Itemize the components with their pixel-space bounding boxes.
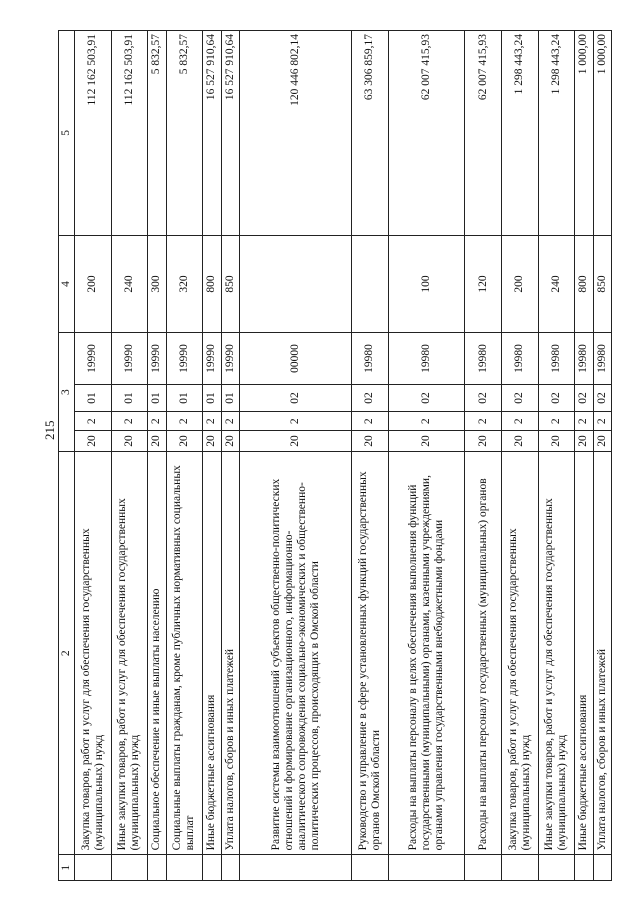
table-row <box>221 31 239 881</box>
row-sum-cell: 1 298 443,24 <box>538 31 575 236</box>
row-code-part-2: 2 <box>465 412 502 431</box>
row-code-part-2: 2 <box>221 412 239 431</box>
table-row <box>352 31 389 881</box>
row-col-1-cell <box>203 855 221 881</box>
row-sum-cell: 62 007 415,93 <box>465 31 502 236</box>
row-sum-cell: 112 162 503,91 <box>75 31 112 236</box>
row-code-part-2: 2 <box>388 412 465 431</box>
row-code-part-3: 01 <box>166 384 203 412</box>
row-code-part-4: 19980 <box>465 333 502 384</box>
row-sum-cell: 112 162 503,91 <box>111 31 148 236</box>
row-code-part-4: 19990 <box>148 333 166 384</box>
row-code-part-1: 20 <box>221 431 239 452</box>
row-code-part-2: 2 <box>203 412 221 431</box>
row-code-part-1: 20 <box>111 431 148 452</box>
row-code-part-1: 20 <box>203 431 221 452</box>
row-code-part-2: 2 <box>75 412 112 431</box>
row-col-1-cell <box>148 855 166 881</box>
row-code-part-3: 02 <box>352 384 389 412</box>
table-row <box>111 31 148 881</box>
row-name-cell: Расходы на выплаты персоналу государственных (муниципальных) органов <box>465 451 502 854</box>
row-sum-cell: 1 298 443,24 <box>501 31 538 236</box>
row-code-part-4: 19990 <box>203 333 221 384</box>
row-name-cell: Иные бюджетные ассигнования <box>203 451 221 854</box>
row-code-part-1: 20 <box>148 431 166 452</box>
row-code-part-1: 20 <box>501 431 538 452</box>
table-row <box>388 31 465 881</box>
table-row <box>203 31 221 881</box>
row-name-cell: Социальные выплаты гражданам, кроме публичных нормативных социальных выплат <box>166 451 203 854</box>
row-col-1-cell <box>538 855 575 881</box>
row-sum-cell: 16 527 910,64 <box>203 31 221 236</box>
row-code-part-3: 02 <box>538 384 575 412</box>
row-expense-type-cell: 800 <box>203 235 221 333</box>
row-name-cell: Социальное обеспечение и иные выплаты населению <box>148 451 166 854</box>
table-row <box>575 31 593 881</box>
row-code-part-2: 2 <box>538 412 575 431</box>
table-row <box>593 31 611 881</box>
row-code-part-4: 19980 <box>593 333 611 384</box>
row-expense-type-cell: 100 <box>388 235 465 333</box>
row-sum-cell: 120 446 802,14 <box>239 31 351 236</box>
row-sum-cell: 5 832,57 <box>148 31 166 236</box>
row-name-cell: Уплата налогов, сборов и иных платежей <box>593 451 611 854</box>
row-code-part-2: 2 <box>593 412 611 431</box>
row-expense-type-cell: 240 <box>538 235 575 333</box>
row-expense-type-cell <box>352 235 389 333</box>
row-code-part-3: 02 <box>465 384 502 412</box>
row-expense-type-cell: 320 <box>166 235 203 333</box>
row-code-part-1: 20 <box>465 431 502 452</box>
row-expense-type-cell: 200 <box>501 235 538 333</box>
row-col-1-cell <box>111 855 148 881</box>
row-col-1-cell <box>166 855 203 881</box>
row-code-part-1: 20 <box>75 431 112 452</box>
row-col-1-cell <box>352 855 389 881</box>
row-code-part-3: 02 <box>575 384 593 412</box>
table-header-row <box>59 31 75 881</box>
row-col-1-cell <box>221 855 239 881</box>
row-code-part-3: 01 <box>75 384 112 412</box>
table-body <box>75 31 612 881</box>
row-name-cell: Уплата налогов, сборов и иных платежей <box>221 451 239 854</box>
row-code-part-1: 20 <box>575 431 593 452</box>
row-code-part-1: 20 <box>352 431 389 452</box>
row-sum-cell: 1 000,00 <box>575 31 593 236</box>
row-code-part-3: 02 <box>501 384 538 412</box>
header-col-4: 4 <box>59 235 75 333</box>
row-code-part-4: 19980 <box>575 333 593 384</box>
row-code-part-4: 19990 <box>111 333 148 384</box>
row-code-part-3: 02 <box>239 384 351 412</box>
row-col-1-cell <box>575 855 593 881</box>
row-code-part-4: 19980 <box>501 333 538 384</box>
page-number: 215 <box>42 420 57 440</box>
row-code-part-4: 19990 <box>166 333 203 384</box>
row-code-part-2: 2 <box>166 412 203 431</box>
header-col-3: 3 <box>59 333 75 452</box>
row-code-part-3: 02 <box>593 384 611 412</box>
table-row <box>148 31 166 881</box>
row-code-part-3: 01 <box>111 384 148 412</box>
row-expense-type-cell: 850 <box>221 235 239 333</box>
row-code-part-1: 20 <box>538 431 575 452</box>
row-expense-type-cell: 300 <box>148 235 166 333</box>
row-expense-type-cell: 850 <box>593 235 611 333</box>
row-name-cell: Развитие системы взаимоотношений субъектов общественно-политических отношений и формирование организационного, информационно-аналитического сопровождения социально-экономических и общественно-политических процессов, происходящих в Омской области <box>239 451 351 854</box>
row-name-cell: Расходы на выплаты персоналу в целях обеспечения выполнения функций государственными (муниципальными) органами, казенными учреждениями, органами управления государственными внебюджетными фондами <box>388 451 465 854</box>
row-code-part-2: 2 <box>239 412 351 431</box>
row-name-cell: Иные бюджетные ассигнования <box>575 451 593 854</box>
table-row <box>239 31 351 881</box>
row-sum-cell: 63 306 859,17 <box>352 31 389 236</box>
row-sum-cell: 62 007 415,93 <box>388 31 465 236</box>
row-code-part-4: 00000 <box>239 333 351 384</box>
rotated-table-container <box>58 30 612 881</box>
row-code-part-2: 2 <box>352 412 389 431</box>
budget-table <box>58 30 612 881</box>
table-row <box>465 31 502 881</box>
row-sum-cell: 5 832,57 <box>166 31 203 236</box>
row-col-1-cell <box>465 855 502 881</box>
header-col-1: 1 <box>59 855 75 881</box>
row-col-1-cell <box>75 855 112 881</box>
row-code-part-2: 2 <box>501 412 538 431</box>
row-code-part-4: 19980 <box>538 333 575 384</box>
table-row <box>75 31 112 881</box>
row-expense-type-cell: 240 <box>111 235 148 333</box>
row-sum-cell: 16 527 910,64 <box>221 31 239 236</box>
table-row <box>501 31 538 881</box>
row-expense-type-cell: 800 <box>575 235 593 333</box>
row-code-part-1: 20 <box>388 431 465 452</box>
header-col-2: 2 <box>59 451 75 854</box>
row-name-cell: Закупка товаров, работ и услуг для обеспечения государственных (муниципальных) нужд <box>75 451 112 854</box>
row-name-cell: Закупка товаров, работ и услуг для обеспечения государственных (муниципальных) нужд <box>501 451 538 854</box>
table-row <box>166 31 203 881</box>
row-code-part-4: 19990 <box>221 333 239 384</box>
row-code-part-1: 20 <box>239 431 351 452</box>
row-code-part-3: 01 <box>203 384 221 412</box>
row-col-1-cell <box>501 855 538 881</box>
row-expense-type-cell: 120 <box>465 235 502 333</box>
header-col-5: 5 <box>59 31 75 236</box>
row-name-cell: Иные закупки товаров, работ и услуг для обеспечения государственных (муниципальных) нужд <box>538 451 575 854</box>
row-code-part-4: 19980 <box>388 333 465 384</box>
row-code-part-3: 01 <box>221 384 239 412</box>
row-name-cell: Руководство и управление в сфере установленных функций государственных органов Омской области <box>352 451 389 854</box>
row-expense-type-cell <box>239 235 351 333</box>
row-code-part-4: 19980 <box>352 333 389 384</box>
row-name-cell: Иные закупки товаров, работ и услуг для обеспечения государственных (муниципальных) нужд <box>111 451 148 854</box>
row-code-part-2: 2 <box>148 412 166 431</box>
row-code-part-1: 20 <box>166 431 203 452</box>
row-code-part-3: 01 <box>148 384 166 412</box>
row-col-1-cell <box>239 855 351 881</box>
table-row <box>538 31 575 881</box>
row-code-part-2: 2 <box>575 412 593 431</box>
row-col-1-cell <box>593 855 611 881</box>
row-sum-cell: 1 000,00 <box>593 31 611 236</box>
row-code-part-4: 19990 <box>75 333 112 384</box>
row-expense-type-cell: 200 <box>75 235 112 333</box>
row-code-part-2: 2 <box>111 412 148 431</box>
row-code-part-3: 02 <box>388 384 465 412</box>
row-col-1-cell <box>388 855 465 881</box>
row-code-part-1: 20 <box>593 431 611 452</box>
